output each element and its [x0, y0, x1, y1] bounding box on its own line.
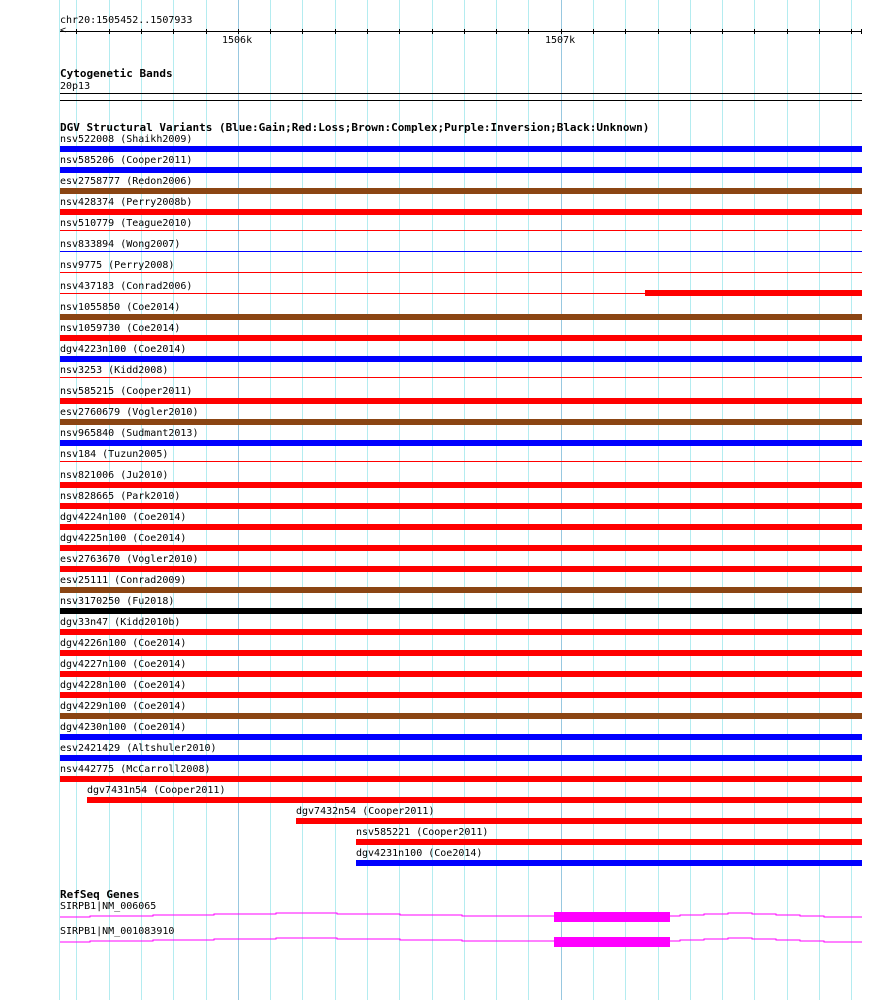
variant-row[interactable] — [0, 512, 890, 533]
variant-bar — [645, 290, 862, 296]
gene-label: SIRPB1|NM_001083910 — [60, 926, 175, 937]
variant-row[interactable] — [0, 428, 890, 449]
variant-row[interactable] — [0, 449, 890, 470]
gene-intron-line — [60, 938, 862, 942]
gene-model[interactable] — [0, 934, 890, 954]
ruler-tick — [367, 29, 368, 34]
variant-bar — [60, 671, 862, 677]
variant-row[interactable] — [0, 470, 890, 491]
variant-label: dgv4228n100 (Coe2014) — [60, 680, 187, 691]
ruler-tick — [851, 29, 852, 34]
variant-bar — [60, 146, 862, 152]
variant-bar — [60, 356, 862, 362]
variant-row[interactable] — [0, 554, 890, 575]
dgv-track-title: DGV Structural Variants (Blue:Gain;Red:Loss;Brown:Complex;Purple:Inversion;Black:Unknown) — [60, 121, 650, 134]
variant-row[interactable] — [0, 533, 890, 554]
variant-label: dgv4224n100 (Coe2014) — [60, 512, 187, 523]
variant-row[interactable] — [0, 218, 890, 239]
variant-bar — [60, 524, 862, 530]
cytoband-top-line — [60, 93, 862, 94]
ruler-tick — [861, 29, 862, 34]
ruler-tick — [722, 29, 723, 34]
cytoband-bottom-line — [60, 100, 862, 101]
variant-row[interactable] — [0, 239, 890, 260]
variant-bar — [60, 713, 862, 719]
variant-bar — [60, 188, 862, 194]
gene-label: SIRPB1|NM_006065 — [60, 901, 157, 912]
ruler-tick — [754, 29, 755, 34]
ruler-tick — [561, 29, 562, 34]
variant-row[interactable] — [0, 617, 890, 638]
variant-label: nsv428374 (Perry2008b) — [60, 197, 193, 208]
variant-bar — [60, 545, 862, 551]
variant-row[interactable] — [0, 722, 890, 743]
refseq-track-title: RefSeq Genes — [60, 888, 140, 901]
variant-label: dgv4231n100 (Coe2014) — [356, 848, 483, 859]
variant-label: esv2421429 (Altshuler2010) — [60, 743, 217, 754]
variant-label: nsv442775 (McCarroll2008) — [60, 764, 211, 775]
ruler-tick-label: 1506k — [222, 35, 253, 46]
arrow-left-icon: < — [60, 25, 67, 36]
ruler-tick — [109, 29, 110, 34]
cytoband-title: Cytogenetic Bands — [60, 67, 173, 80]
variant-bar — [296, 818, 862, 824]
ruler-tick — [658, 29, 659, 34]
variant-bar — [60, 587, 862, 593]
variant-row[interactable] — [0, 596, 890, 617]
variant-label: nsv3170250 (Fu2018) — [60, 596, 175, 607]
variant-row[interactable] — [0, 638, 890, 659]
variant-bar — [60, 167, 862, 173]
variant-line — [60, 461, 862, 462]
variant-label: nsv510779 (Teague2010) — [60, 218, 193, 229]
ruler-tick — [141, 29, 142, 34]
variant-bar — [60, 566, 862, 572]
variant-label: nsv522008 (Shaikh2009) — [60, 134, 193, 145]
variant-label: esv2758777 (Redon2006) — [60, 176, 193, 187]
variant-row[interactable] — [0, 701, 890, 722]
variant-bar — [60, 734, 862, 740]
gene-exon-block — [554, 912, 670, 922]
variant-label: nsv437183 (Conrad2006) — [60, 281, 193, 292]
variant-bar — [60, 419, 862, 425]
variant-row[interactable] — [0, 365, 890, 386]
variant-row[interactable] — [0, 323, 890, 344]
variant-label: nsv1059730 (Coe2014) — [60, 323, 181, 334]
variant-row[interactable] — [0, 302, 890, 323]
variant-row[interactable] — [0, 197, 890, 218]
variant-label: nsv821006 (Ju2010) — [60, 470, 169, 481]
gene-exon-block — [554, 937, 670, 947]
variant-label: nsv1055850 (Coe2014) — [60, 302, 181, 313]
variant-row[interactable] — [0, 407, 890, 428]
variant-label: dgv4229n100 (Coe2014) — [60, 701, 187, 712]
variant-label: dgv4230n100 (Coe2014) — [60, 722, 187, 733]
ruler-tick — [690, 29, 691, 34]
variant-bar — [60, 335, 862, 341]
variant-line — [60, 251, 862, 252]
variant-label: dgv7432n54 (Cooper2011) — [296, 806, 435, 817]
ruler-tick — [399, 29, 400, 34]
ruler-tick — [528, 29, 529, 34]
ruler-tick — [496, 29, 497, 34]
variant-line — [60, 230, 862, 231]
ruler-tick — [335, 29, 336, 34]
variant-bar — [356, 860, 862, 866]
ruler-tick — [787, 29, 788, 34]
variant-row[interactable] — [0, 281, 890, 302]
variant-bar — [60, 755, 862, 761]
ruler-tick-label: 1507k — [545, 35, 576, 46]
ruler-position: chr20:1505452..1507933 — [60, 15, 193, 26]
variant-bar — [60, 608, 862, 614]
variant-row[interactable] — [0, 785, 890, 806]
ruler-tick — [819, 29, 820, 34]
variant-row[interactable] — [0, 575, 890, 596]
variant-label: nsv585206 (Cooper2011) — [60, 155, 193, 166]
variant-label: nsv184 (Tuzun2005) — [60, 449, 169, 460]
variant-label: nsv833894 (Wong2007) — [60, 239, 181, 250]
variant-row[interactable] — [0, 491, 890, 512]
variant-label: dgv7431n54 (Cooper2011) — [87, 785, 226, 796]
variant-label: dgv33n47 (Kidd2010b) — [60, 617, 181, 628]
ruler-tick — [76, 29, 77, 34]
variant-row[interactable] — [0, 386, 890, 407]
ruler-tick — [302, 29, 303, 34]
variant-bar — [60, 776, 862, 782]
variant-row[interactable] — [0, 764, 890, 785]
variant-line — [60, 377, 862, 378]
variant-label: esv25111 (Conrad2009) — [60, 575, 187, 586]
variant-row[interactable] — [0, 260, 890, 281]
ruler-tick — [593, 29, 594, 34]
ruler-tick — [625, 29, 626, 34]
variant-row[interactable] — [0, 659, 890, 680]
variant-bar — [60, 692, 862, 698]
variant-row[interactable] — [0, 827, 890, 848]
variant-row[interactable] — [0, 134, 890, 155]
variant-label: nsv585221 (Cooper2011) — [356, 827, 489, 838]
ruler-tick — [270, 29, 271, 34]
ruler-tick — [238, 29, 239, 34]
ruler-tick — [206, 29, 207, 34]
variant-bar — [60, 440, 862, 446]
ruler-tick — [432, 29, 433, 34]
variant-bar — [60, 209, 862, 215]
variant-label: nsv9775 (Perry2008) — [60, 260, 175, 271]
variant-label: esv2760679 (Vogler2010) — [60, 407, 199, 418]
ruler-tick — [173, 29, 174, 34]
ruler-axis — [60, 31, 862, 32]
variant-bar — [60, 650, 862, 656]
variant-row[interactable] — [0, 344, 890, 365]
variant-bar — [60, 398, 862, 404]
variant-label: nsv965840 (Sudmant2013) — [60, 428, 199, 439]
variant-label: dgv4227n100 (Coe2014) — [60, 659, 187, 670]
variant-label: nsv828665 (Park2010) — [60, 491, 181, 502]
variant-bar — [60, 314, 862, 320]
variant-row[interactable] — [0, 176, 890, 197]
variant-label: nsv3253 (Kidd2008) — [60, 365, 169, 376]
variant-label: dgv4226n100 (Coe2014) — [60, 638, 187, 649]
ruler-tick — [464, 29, 465, 34]
variant-row[interactable] — [0, 806, 890, 827]
variant-label: esv2763670 (Vogler2010) — [60, 554, 199, 565]
variant-row[interactable] — [0, 743, 890, 764]
gene-intron-line — [60, 913, 862, 917]
variant-bar — [60, 629, 862, 635]
variant-bar — [87, 797, 862, 803]
variant-line — [60, 272, 862, 273]
variant-label: dgv4223n100 (Coe2014) — [60, 344, 187, 355]
variant-bar — [60, 503, 862, 509]
variant-row[interactable] — [0, 680, 890, 701]
variant-label: dgv4225n100 (Coe2014) — [60, 533, 187, 544]
variant-row[interactable] — [0, 155, 890, 176]
variant-bar — [356, 839, 862, 845]
variant-row[interactable] — [0, 848, 890, 869]
variant-bar — [60, 482, 862, 488]
variant-label: nsv585215 (Cooper2011) — [60, 386, 193, 397]
cytoband-label: 20p13 — [60, 81, 91, 92]
